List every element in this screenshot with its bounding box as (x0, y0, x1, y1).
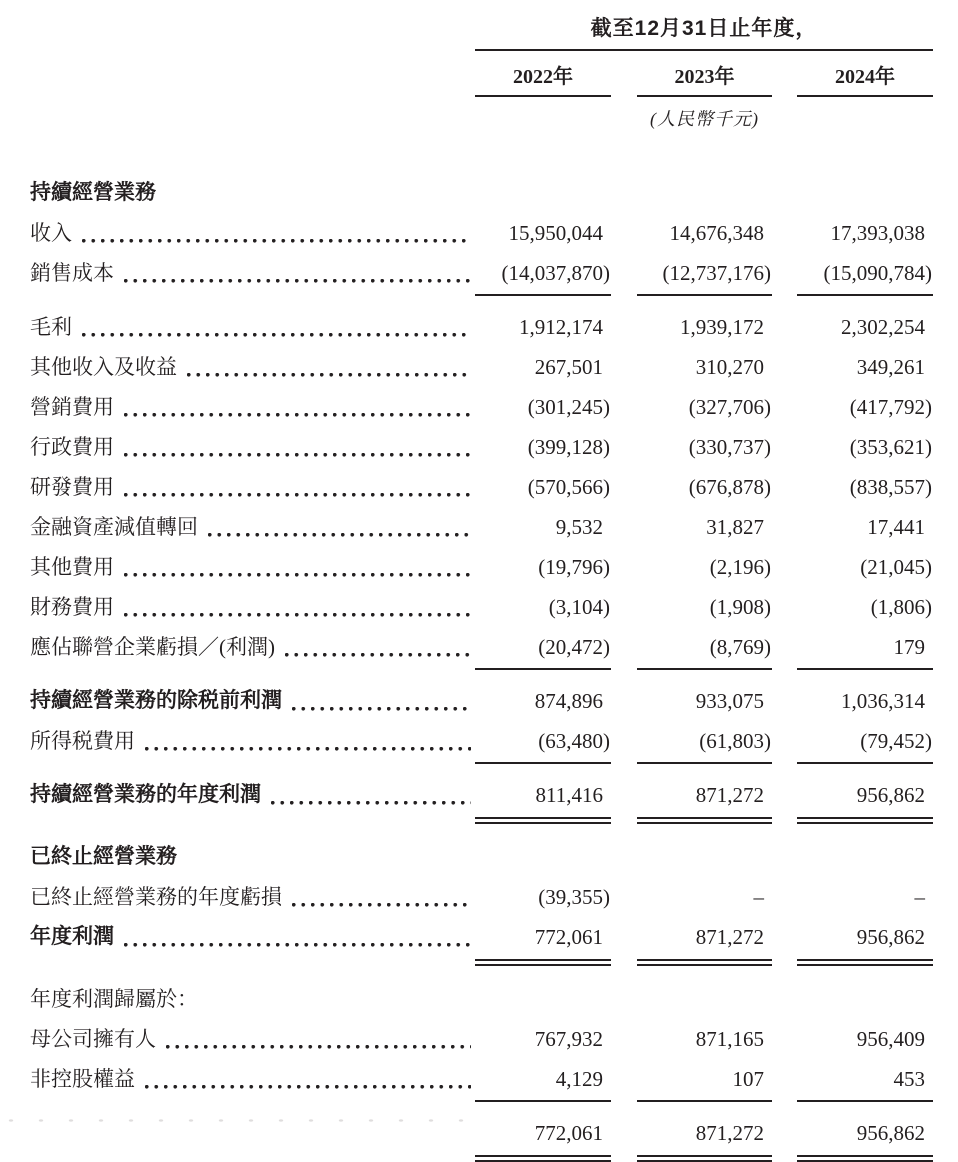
column-gap (611, 917, 637, 957)
rule-gap (772, 761, 797, 764)
dot-leader (82, 307, 471, 347)
value-2022: 772,061 (534, 1121, 603, 1145)
column-header-2022: 2022年 (475, 51, 611, 97)
rule-gap (30, 1153, 475, 1162)
rule-gap (611, 1099, 637, 1102)
value-2022 (475, 173, 611, 213)
value-2024: (21,045) (860, 555, 932, 579)
row-label: 營銷費用 (30, 395, 114, 419)
column-rule (475, 667, 611, 670)
value-2023: (327,706) (688, 395, 771, 419)
column-rule (475, 957, 611, 966)
value-2022: (399,128) (527, 435, 610, 459)
value-2022: (14,037,870) (501, 261, 610, 285)
table-body (30, 173, 933, 1162)
column-rule (797, 1099, 933, 1102)
column-gap (772, 51, 797, 97)
table-row (30, 547, 933, 587)
table-row (30, 877, 933, 917)
column-gap (611, 387, 637, 427)
column-gap (772, 547, 797, 587)
value-2022: (3,104) (548, 595, 610, 619)
dot-leader (208, 507, 471, 547)
row-label-cell (30, 1059, 475, 1099)
value-2023: 31,827 (706, 515, 764, 539)
row-label-cell (30, 587, 475, 627)
rule-gap (772, 957, 797, 966)
value-2023: 871,165 (695, 1027, 764, 1051)
column-rule (637, 1153, 772, 1162)
value-2022 (475, 979, 611, 1019)
column-gap (772, 1113, 797, 1153)
column-rule (637, 761, 772, 764)
row-label: 年度利潤 (30, 925, 114, 948)
value-2023: (8,769) (709, 635, 771, 659)
column-gap (611, 587, 637, 627)
value-2022: 772,061 (534, 925, 603, 949)
column-gap (772, 307, 797, 347)
dot-leader (145, 1059, 471, 1099)
unit-note-row (475, 97, 933, 131)
year-column-headers (475, 51, 933, 97)
column-rule (475, 761, 611, 764)
value-2024: (15,090,784) (823, 261, 932, 285)
double-rule-row (30, 1153, 933, 1162)
table-row (30, 253, 933, 293)
rule-gap (611, 815, 637, 824)
column-gap (772, 721, 797, 761)
value-2023: 14,676,348 (669, 221, 764, 245)
table-row (30, 427, 933, 467)
dot-leader (124, 587, 471, 627)
column-rule (797, 293, 933, 296)
row-label-cell (30, 507, 475, 547)
double-rule-row (30, 957, 933, 966)
row-label: 收入 (30, 221, 72, 245)
column-gap (611, 507, 637, 547)
row-label-cell (30, 173, 475, 213)
row-label-cell (30, 1019, 475, 1059)
value-2024: (79,452) (860, 729, 932, 753)
column-gap (772, 347, 797, 387)
table-row (30, 681, 933, 721)
table-row (30, 387, 933, 427)
column-gap (772, 253, 797, 293)
value-2022: 811,416 (535, 783, 603, 807)
column-rule (637, 957, 772, 966)
row-label-cell (30, 877, 475, 917)
row-label-cell (30, 427, 475, 467)
value-2023: 310,270 (695, 355, 764, 379)
value-2024: (838,557) (849, 475, 932, 499)
row-label-cell (30, 775, 475, 815)
column-gap (611, 347, 637, 387)
table-row (30, 721, 933, 761)
column-gap (611, 877, 637, 917)
value-2023: 871,272 (695, 1121, 764, 1145)
rule-gap (30, 293, 475, 296)
column-rule (475, 293, 611, 296)
column-gap (772, 681, 797, 721)
value-2023: (1,908) (709, 595, 771, 619)
rule-gap (611, 957, 637, 966)
value-2023 (637, 837, 772, 877)
table-row (30, 467, 933, 507)
table-header (475, 12, 933, 131)
row-label: 其他收入及收益 (30, 355, 177, 379)
value-2023: 871,272 (695, 783, 764, 807)
column-rule (637, 293, 772, 296)
value-2023: (12,737,176) (662, 261, 771, 285)
row-label: 金融資產減值轉回 (30, 515, 198, 539)
row-label: 母公司擁有人 (30, 1027, 156, 1051)
row-label: 毛利 (30, 315, 72, 339)
currency-unit-note: (人民幣千元) (650, 109, 759, 129)
column-gap (611, 253, 637, 293)
row-label: 行政費用 (30, 435, 114, 459)
dot-leader (82, 213, 471, 253)
column-gap (772, 837, 797, 877)
dot-leader (292, 681, 471, 721)
value-2024: 1,036,314 (841, 689, 925, 713)
value-2022: (301,245) (527, 395, 610, 419)
value-2024: 17,393,038 (830, 221, 925, 245)
dot-leader (271, 775, 471, 815)
rule-gap (30, 1099, 475, 1102)
rule-gap (611, 761, 637, 764)
value-2023: 871,272 (695, 925, 764, 949)
dot-leader (124, 253, 471, 293)
value-2024: – (914, 885, 925, 909)
column-rule (797, 761, 933, 764)
row-label: 銷售成本 (30, 261, 114, 285)
value-2023: 1,939,172 (680, 315, 764, 339)
row-label: 應佔聯營企業虧損／(利潤) (30, 635, 275, 659)
column-rule (637, 815, 772, 824)
section-header-row (30, 173, 933, 213)
value-2024 (797, 837, 933, 877)
row-label-cell (30, 467, 475, 507)
dot-leader (124, 917, 471, 957)
value-2023: (330,737) (688, 435, 771, 459)
table-row (30, 917, 933, 957)
rule-gap (611, 1153, 637, 1162)
value-2022: (63,480) (538, 729, 610, 753)
single-rule-row (30, 293, 933, 296)
column-gap (772, 173, 797, 213)
table-row (30, 307, 933, 347)
column-gap (772, 1019, 797, 1059)
dot-leader (166, 1019, 471, 1059)
scan-artifact-dots (8, 1118, 470, 1123)
column-rule (797, 957, 933, 966)
dot-leader (124, 387, 471, 427)
row-label: 財務費用 (30, 595, 114, 619)
row-label-cell (30, 627, 475, 667)
value-2023: 933,075 (695, 689, 764, 713)
row-label: 年度利潤歸屬於： (30, 987, 198, 1011)
column-rule (475, 1099, 611, 1102)
table-row (30, 347, 933, 387)
rule-gap (30, 667, 475, 670)
single-rule-row (30, 667, 933, 670)
value-2024: 956,409 (856, 1027, 925, 1051)
income-statement-table (30, 12, 933, 1162)
double-rule-row (30, 815, 933, 824)
column-gap (772, 387, 797, 427)
value-2022: (19,796) (538, 555, 610, 579)
value-2024: 956,862 (856, 783, 925, 807)
section-header-row (30, 837, 933, 877)
value-2022: 267,501 (534, 355, 603, 379)
row-label-cell (30, 917, 475, 957)
column-gap (772, 587, 797, 627)
row-label-cell (30, 721, 475, 761)
column-rule (475, 1153, 611, 1162)
column-rule (637, 667, 772, 670)
period-title: 截至12月31日止年度， (475, 12, 933, 51)
table-row (30, 979, 933, 1019)
column-rule (637, 1099, 772, 1102)
value-2022: 874,896 (534, 689, 603, 713)
value-2022: 767,932 (534, 1027, 603, 1051)
row-label: 已終止經營業務的年度虧損 (30, 885, 282, 909)
dot-leader (124, 547, 471, 587)
value-2023 (637, 173, 772, 213)
value-2024 (797, 979, 933, 1019)
column-gap (772, 877, 797, 917)
rule-gap (30, 957, 475, 966)
rule-gap (772, 293, 797, 296)
dot-leader (124, 427, 471, 467)
column-rule (797, 667, 933, 670)
rule-gap (772, 815, 797, 824)
value-2023: 107 (732, 1067, 764, 1091)
rule-gap (611, 293, 637, 296)
row-label: 已終止經營業務 (30, 845, 177, 868)
value-2022: (570,566) (527, 475, 610, 499)
column-gap (772, 1059, 797, 1099)
column-gap (611, 837, 637, 877)
column-gap (611, 547, 637, 587)
column-gap (772, 507, 797, 547)
row-label-cell (30, 681, 475, 721)
value-2023: (2,196) (709, 555, 771, 579)
value-2024: (1,806) (870, 595, 932, 619)
value-2024: (417,792) (849, 395, 932, 419)
column-gap (611, 721, 637, 761)
column-header-2023: 2023年 (637, 51, 772, 97)
column-gap (611, 307, 637, 347)
column-gap (611, 467, 637, 507)
value-2024: (353,621) (849, 435, 932, 459)
column-gap (611, 51, 637, 97)
column-gap (611, 173, 637, 213)
column-gap (611, 1113, 637, 1153)
column-rule (797, 1153, 933, 1162)
row-label-cell (30, 387, 475, 427)
column-rule (475, 815, 611, 824)
single-rule-row (30, 1099, 933, 1102)
row-label-cell (30, 837, 475, 877)
row-label: 非控股權益 (30, 1067, 135, 1091)
column-gap (611, 1059, 637, 1099)
value-2024: 2,302,254 (841, 315, 925, 339)
column-gap (611, 427, 637, 467)
row-label: 持續經營業務 (30, 181, 156, 204)
rule-gap (772, 1099, 797, 1102)
value-2022 (475, 837, 611, 877)
column-gap (611, 681, 637, 721)
rule-gap (772, 667, 797, 670)
value-2023: (676,878) (688, 475, 771, 499)
value-2022: (39,355) (538, 885, 610, 909)
column-gap (611, 979, 637, 1019)
value-2022: 4,129 (555, 1067, 603, 1091)
row-label-cell (30, 213, 475, 253)
table-row (30, 587, 933, 627)
row-label-cell (30, 253, 475, 293)
column-gap (772, 979, 797, 1019)
column-gap (772, 627, 797, 667)
value-2022: 1,912,174 (519, 315, 603, 339)
value-2024 (797, 173, 933, 213)
rule-gap (30, 761, 475, 764)
rule-gap (611, 667, 637, 670)
column-gap (772, 775, 797, 815)
row-label-cell (30, 307, 475, 347)
table-row (30, 627, 933, 667)
table-row (30, 507, 933, 547)
value-2023: (61,803) (699, 729, 771, 753)
value-2022: 15,950,044 (508, 221, 603, 245)
table-row (30, 1019, 933, 1059)
row-label-cell (30, 547, 475, 587)
value-2024: 453 (893, 1067, 925, 1091)
row-label: 持續經營業務的除税前利潤 (30, 689, 282, 712)
dot-leader (285, 627, 471, 667)
column-gap (611, 213, 637, 253)
column-gap (611, 627, 637, 667)
row-label: 所得税費用 (30, 729, 135, 753)
row-label: 持續經營業務的年度利潤 (30, 783, 261, 806)
column-gap (772, 467, 797, 507)
rule-gap (30, 815, 475, 824)
value-2022: 9,532 (555, 515, 603, 539)
value-2024: 17,441 (867, 515, 925, 539)
dot-leader (145, 721, 471, 761)
column-gap (772, 917, 797, 957)
value-2022: (20,472) (538, 635, 610, 659)
row-label: 研發費用 (30, 475, 114, 499)
column-gap (772, 213, 797, 253)
row-label: 其他費用 (30, 555, 114, 579)
rule-gap (772, 1153, 797, 1162)
value-2023: – (753, 885, 764, 909)
value-2024: 956,862 (856, 1121, 925, 1145)
dot-leader (292, 877, 471, 917)
value-2024: 179 (893, 635, 925, 659)
column-rule (797, 815, 933, 824)
single-rule-row (30, 761, 933, 764)
column-header-2024: 2024年 (797, 51, 933, 97)
table-row (30, 775, 933, 815)
row-label-cell (30, 347, 475, 387)
dot-leader (124, 467, 471, 507)
column-gap (611, 775, 637, 815)
table-row (30, 213, 933, 253)
column-gap (772, 427, 797, 467)
table-row (30, 1059, 933, 1099)
value-2024: 956,862 (856, 925, 925, 949)
dot-leader (187, 347, 471, 387)
row-label-cell (30, 979, 475, 1019)
value-2024: 349,261 (856, 355, 925, 379)
column-gap (611, 1019, 637, 1059)
value-2023 (637, 979, 772, 1019)
